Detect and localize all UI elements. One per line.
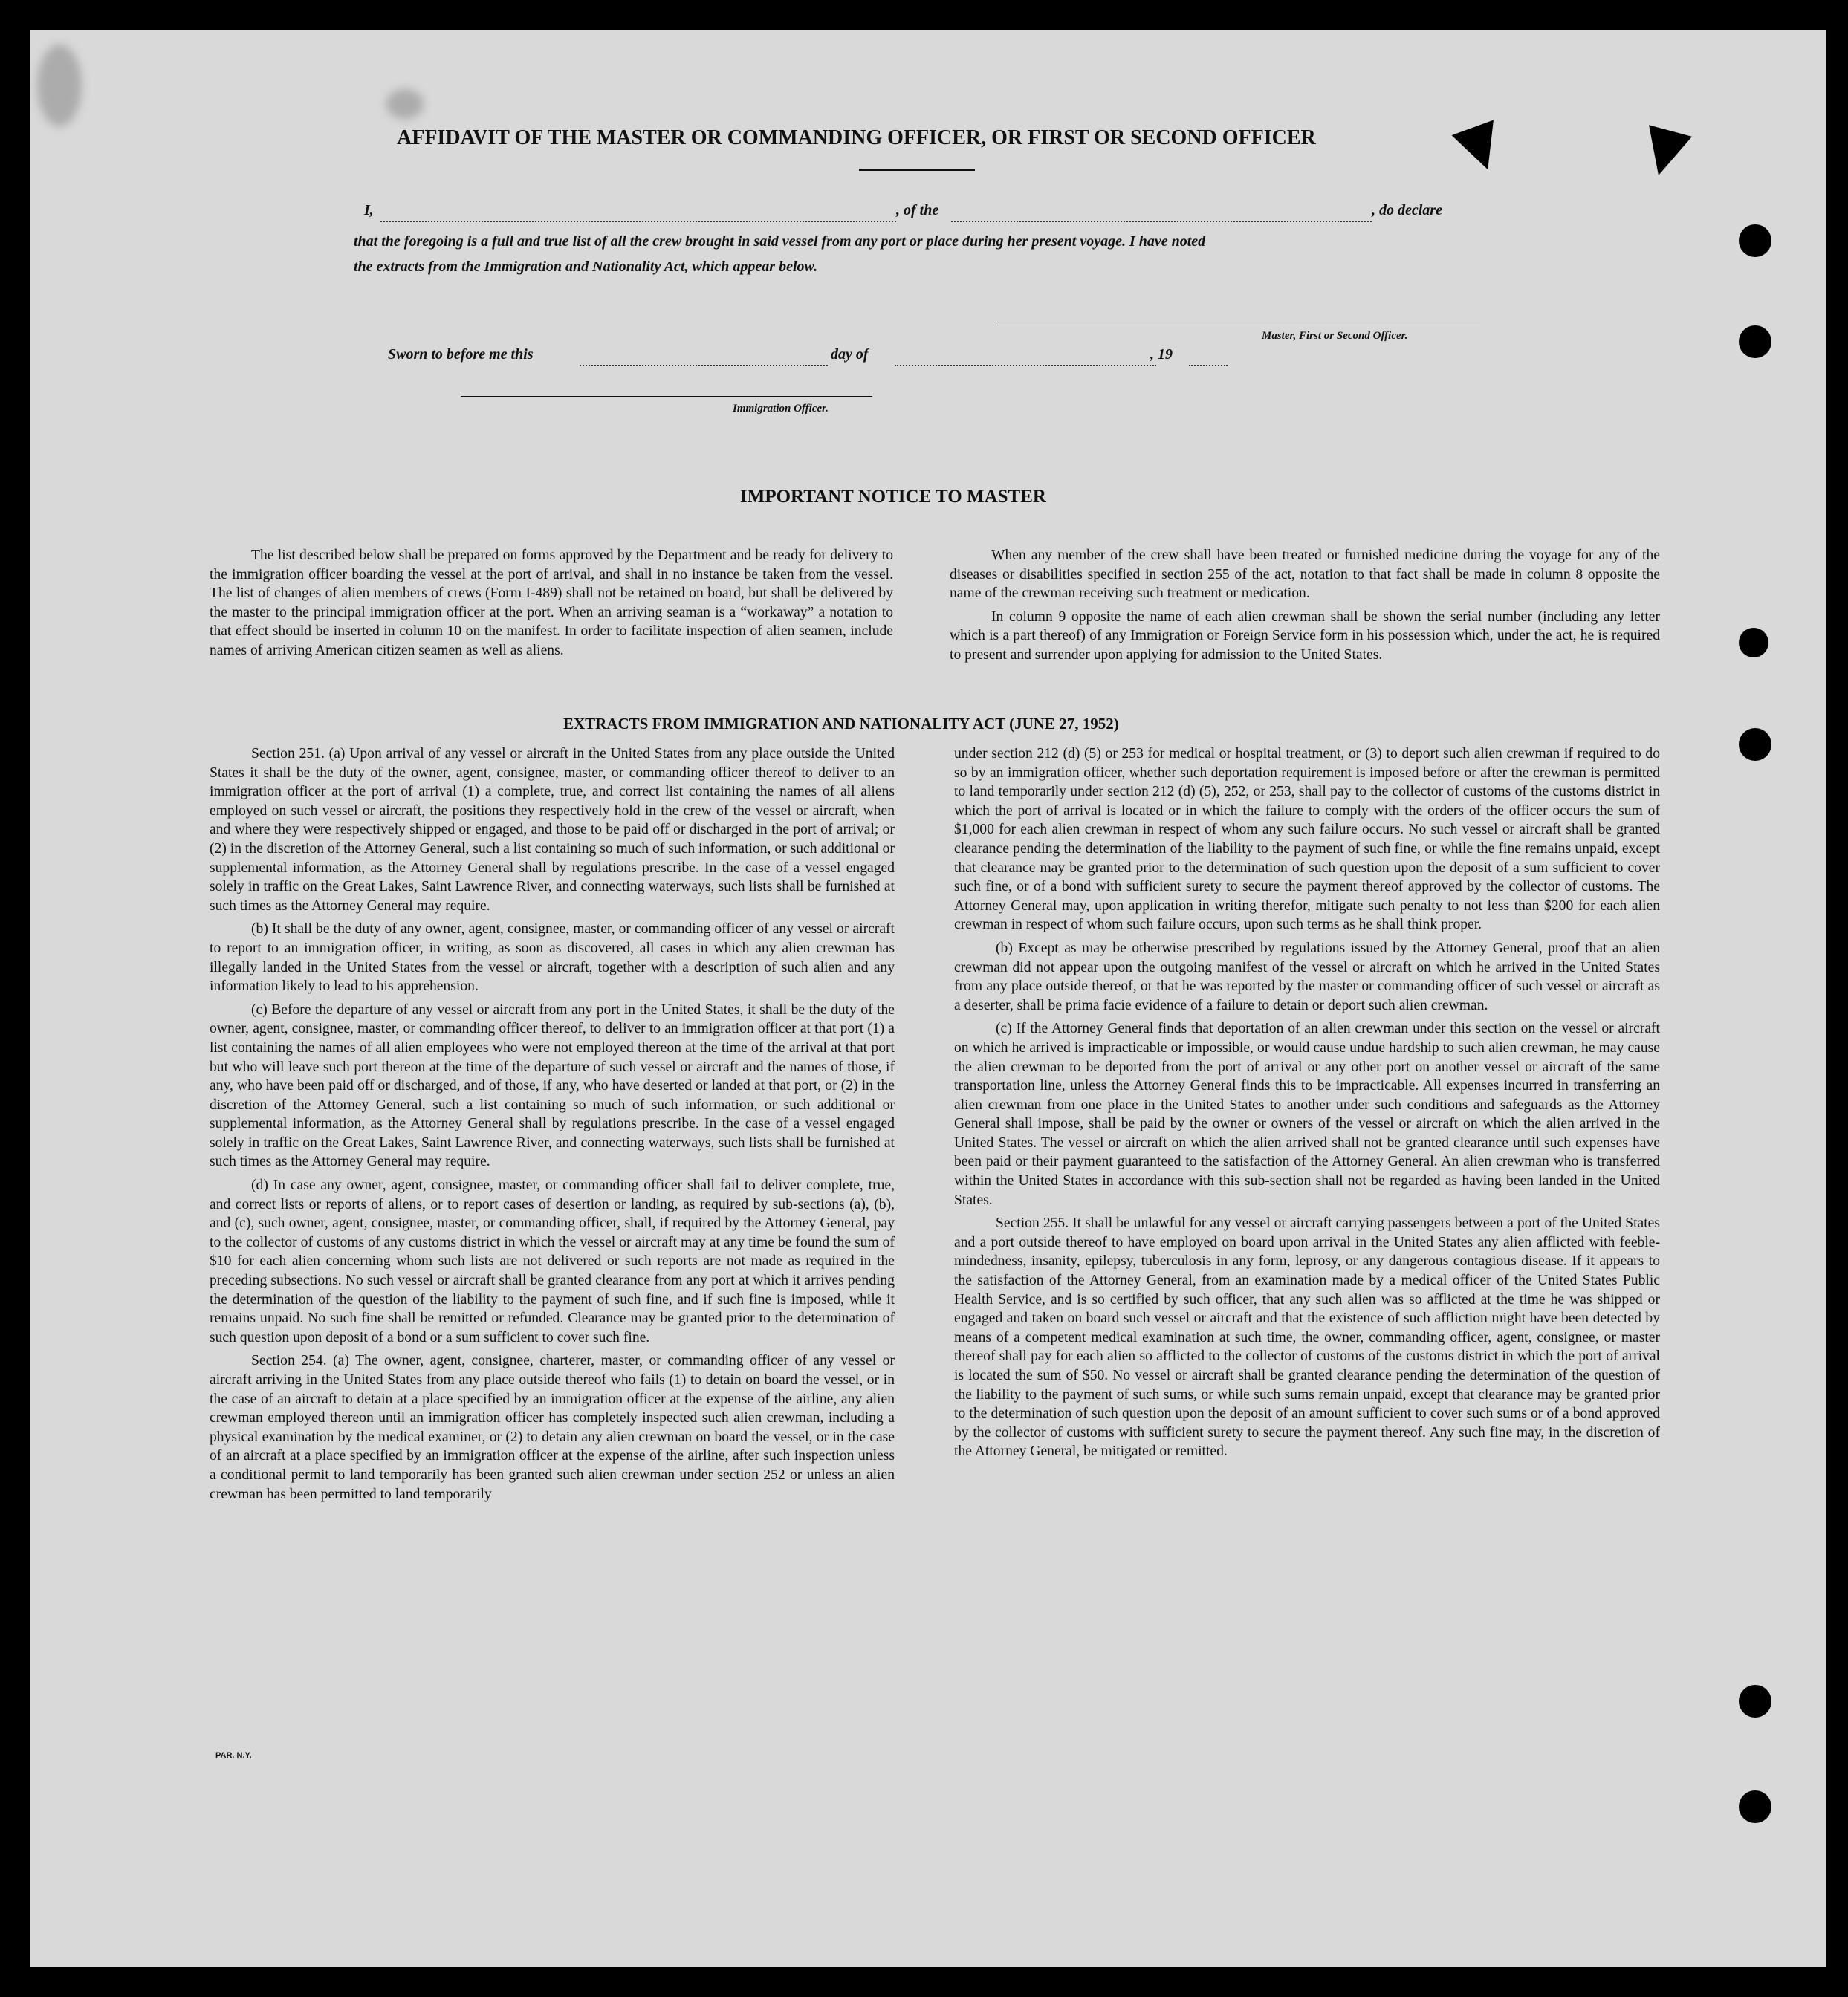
section-254-a: Section 254. (a) The owner, agent, consignee, charterer, master, or commanding officer of any vessel or aircraft arriving in the United States from any place outside thereof who fails (1) to detain on board the vessel, or in the case of an aircraft to detain at a place specified by an immigration officer at the expense of the airline, any alien crewman employed thereon until an immigration officer has completely inspected such alien crewman, including a physical examination by the medical examiner, or (2) to detain any alien crewman on board the vessel, or in the case of an aircraft at a place specified by an immigration officer at the expense of the airline, after such inspection unless a conditional permit to land temporarily has been granted such alien crewman under section 252 or unless an alien crewman has been permitted to land temporarily	[210, 1353, 895, 1502]
scan-smudge	[386, 89, 424, 119]
extracts-right-column	[954, 744, 1660, 1461]
punch-hole	[1739, 628, 1768, 657]
sworn-date-field[interactable]	[580, 365, 828, 366]
sworn-label: Sworn to before me this	[388, 346, 534, 363]
extracts-left-column	[210, 744, 895, 1504]
title-underline	[859, 169, 975, 171]
extracts-title: EXTRACTS FROM IMMIGRATION AND NATIONALITY ACT (JUNE 27, 1952)	[563, 715, 1119, 733]
declarant-label: I,	[364, 202, 374, 218]
printer-imprint: PAR. N.Y.	[215, 1751, 252, 1760]
affidavit-statement-cont: the extracts from the Immigration and Nationality Act, which appear below.	[354, 259, 818, 275]
affidavit-title: AFFIDAVIT OF THE MASTER OR COMMANDING OFFICER, OR FIRST OR SECOND OFFICER	[397, 126, 1316, 149]
notice-paragraph: The list described below shall be prepared on forms approved by the Department and be ready for delivery to the immigration officer boarding the vessel at the port of arrival, and shall in no instance be taken from the vessel. The list of changes of alien members of crews (Form I-489) shall not be retained on board, but shall be delivered by the master to the principal immigration officer at the port. When an arriving seaman is a “workaway” a notation to that effect should be inserted in column 10 on the manifest. In order to facilitate inspection of alien seamen, include names of arriving American citizen seamen as well as aliens.	[210, 548, 893, 658]
vessel-label: , of the	[896, 202, 939, 218]
notice-title: IMPORTANT NOTICE TO MASTER	[740, 487, 1046, 507]
day-of-label: day of	[831, 346, 869, 363]
section-255: Section 255. It shall be unlawful for any vessel or aircraft carrying passengers between a port of the United States and a port outside thereof to have employed on board upon arrival in the United States any alien afflicted with feeble-mindedness, insanity, epilepsy, tuberculosis in any form, leprosy, or any dangerous contagious disease. If it appears to the satisfaction of the Attorney General, from an examination made by a medical officer of the United States Public Health Service, and is so certified by such officer, that any such alien was so afflicted at the time he was shipped or engaged and taken on board such vessel or aircraft and that the existence of such affliction might have been detected by means of a competent medical examination at such time, the owner, commanding officer, agent, consignee, or master thereof shall pay for each alien so afflicted to the collector of customs of the customs district in which the port of arrival is located the sum of $50. No vessel or aircraft shall be granted clearance pending the determination of the question of the liability to the payment of such sums, or while such sums remain unpaid, except that clearance may be granted prior to the determination of such question upon the deposit of an amount sufficient to cover such sums or of a bond approved by the collector of customs with sufficient surety to secure the payment thereof. Any such fine may, in the discretion of the Attorney General, be mitigated or remitted.	[954, 1215, 1660, 1460]
punch-hole	[1739, 1790, 1771, 1823]
section-251-a: Section 251. (a) Upon arrival of any vessel or aircraft in the United States from any place outside the United States it shall be the duty of the owner, agent, consignee, master, or commanding officer thereof to deliver to an immigration officer at the port of arrival (1) a complete, true, and correct list containing the names of all aliens employed on such vessel or aircraft, the positions they respectively hold in the crew of the vessel or aircraft, when and where they were respectively shipped or engaged, and those to be paid off or discharged in the port of arrival; or (2) in the discretion of the Attorney General, such a list containing so much of such information, or such additional or supplemental information, as the Attorney General shall by regulations prescribe. In the case of a vessel engaged solely in traffic on the Great Lakes, Saint Lawrence River, and connecting waterways, such lists shall be furnished at such times as the Attorney General may require.	[210, 746, 895, 914]
scan-smudge	[37, 45, 82, 126]
notice-paragraph: In column 9 opposite the name of each alien crewman shall be shown the serial number (including any letter which is a part thereof) of any Immigration or Foreign Service form in his possession which, under the act, he is required to present and surrender upon applying for admission to the United States.	[950, 608, 1660, 663]
punch-hole	[1739, 325, 1771, 358]
section-254-c: (c) If the Attorney General finds that deportation of an alien crewman under this section on the vessel or aircraft on which he arrived is impracticable or impossible, or would cause undue hardship to such alien crewman, he may cause the alien crewman to be deported from the port of arrival or any other port on another vessel or aircraft of the same transportation line, unless the Attorney General finds this to be impracticable. All expenses incurred in transferring an alien crewman from one place in the United States to another under such conditions and safeguards as the Attorney General shall impose, shall be paid by the owner or owners of the vessel or aircraft on which the alien arrived in the United States. The vessel or aircraft on which the alien arrived shall not be granted clearance until such expenses have been paid or their payment guaranteed to the satisfaction of the Attorney General. An alien crewman who is transferred within the United States in accordance with this sub-section shall not be regarded as having been landed in the United States.	[954, 1021, 1660, 1208]
punch-hole	[1739, 728, 1771, 761]
officer-signature-line[interactable]	[461, 396, 872, 397]
declarant-name-field[interactable]	[380, 221, 896, 222]
section-251-d: (d) In case any owner, agent, consignee, master, or commanding officer shall fail to deliver complete, true, and correct lists or reports of aliens, or to report cases of desertion or landing, as required by sub-sections (a), (b), and (c), such owner, agent, consignee, master, or commanding officer, shall, if required by the Attorney General, pay to the collector of customs of any customs district in which the vessel or aircraft may at any time be found the sum of $10 for each alien concerning whom such lists are not delivered or such reports are not made as required in the preceding subsections. No such vessel or aircraft shall be granted clearance from any port at which it arrives pending the determination of the question of the liability to the payment of such fine, and if such fine is imposed, while it remains unpaid. No such fine shall be remitted or refunded. Clearance may be granted prior to the determination of such question upon deposit of a bond or a sum sufficient to cover such fine.	[210, 1178, 895, 1345]
section-251-c: (c) Before the departure of any vessel or aircraft from any port in the United States, it shall be the duty of the owner, agent, consignee, master, or commanding officer thereof, to deliver to an immigration officer at that port (1) a list containing the names of all alien employees who were not employed thereon at the time of the arrival at that port but who will leave such port thereon at the time of the departure of such vessel or aircraft and the names of those, if any, who have been paid off or discharged, and of those, if any, who have deserted or landed at that port, or (2) in the discretion of the Attorney General, such a list containing so much of such information, or such additional or supplemental information, as the Attorney General shall by regulations prescribe. In the case of a vessel engaged solely in traffic on the Great Lakes, Saint Lawrence River, and connecting waterways, such lists shall be furnished at such times as the Attorney General may require.	[210, 1001, 895, 1170]
section-254-b: (b) Except as may be otherwise prescribed by regulations issued by the Attorney General, proof that an alien crewman did not appear upon the outgoing manifest of the vessel or aircraft on which he arrived in the United States from any place outside thereof, or that he was reported by the master or commanding officer of such vessel or aircraft as a deserter, shall be prima facie evidence of a failure to detain or deport such alien crewman.	[954, 940, 1660, 1013]
declare-label: , do declare	[1372, 202, 1442, 218]
section-254-a-cont: under section 212 (d) (5) or 253 for medical or hospital treatment, or (3) to deport such alien crewman if required to do so by an immigration officer, whether such deportation requirement is imposed before or after the crewman is permitted to land temporarily under section 212 (d) (5), 252, or 253, shall pay to the collector of customs of the customs district in which the port of arrival is located or in which the failure to comply with the orders of the officer occurs the sum of $1,000 for each alien crewman in respect of whom any such failure occurs. No such vessel or aircraft shall be granted clearance pending the determination of the liability to the payment of such fine, or while the fine remains unpaid, except that clearance may be granted prior to the determination of such question upon the deposit of a sum sufficient to cover such fine, or of a bond with sufficient surety to secure the payment thereof approved by the collector of customs. The Attorney General may, upon application in writing therefor, mitigate such penalty to not less than $200 for each alien crewman in respect of whom such failure occurs, upon such terms as he shall think proper.	[954, 746, 1660, 933]
vessel-name-field[interactable]	[951, 221, 1372, 222]
punch-hole	[1739, 1685, 1771, 1718]
torn-notch	[1637, 125, 1692, 181]
punch-hole	[1739, 224, 1771, 257]
notice-paragraph: When any member of the crew shall have been treated or furnished medicine during the voyage for any of the diseases or disabilities specified in section 255 of the act, notation to that fact shall be made in column 8 opposite the name of the crewman receiving such treatment or medication.	[950, 548, 1660, 602]
year-label: , 19	[1150, 346, 1173, 363]
sworn-year-field[interactable]	[1189, 365, 1228, 366]
torn-notch	[1452, 120, 1509, 178]
notice-right-column	[950, 546, 1660, 665]
affidavit-statement: that the foregoing is a full and true list of all the crew brought in said vessel from any port or place during her present voyage. I have noted	[354, 233, 1206, 250]
master-caption: Master, First or Second Officer.	[1262, 330, 1408, 342]
sworn-month-field[interactable]	[895, 365, 1156, 366]
section-251-b: (b) It shall be the duty of any owner, agent, consignee, master, or commanding officer of any vessel or aircraft to report to an immigration officer, in writing, as soon as discovered, all cases in which any alien crewman has illegally landed in the United States from the vessel or aircraft, together with a description of such alien and any information likely to lead to his apprehension.	[210, 921, 895, 995]
document-page	[30, 30, 1826, 1967]
notice-left-column	[210, 546, 893, 660]
officer-caption: Immigration Officer.	[733, 403, 829, 415]
